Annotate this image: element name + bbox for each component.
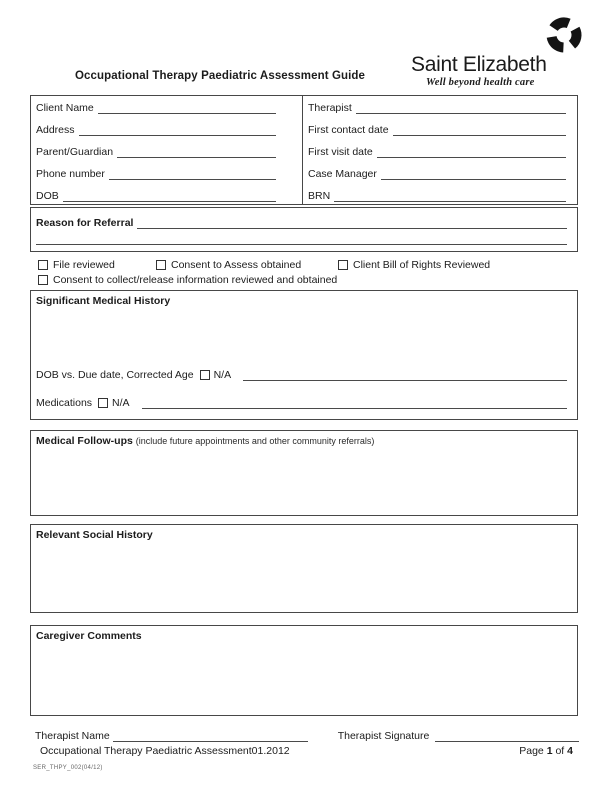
signature-row bbox=[35, 725, 579, 742]
address-input-line[interactable] bbox=[79, 133, 276, 136]
checkbox-icon[interactable] bbox=[338, 260, 348, 270]
field-row-medications bbox=[36, 397, 567, 409]
field-row-client-name bbox=[31, 96, 302, 118]
field-row-phone-number bbox=[31, 162, 302, 184]
significant-medical-history-box bbox=[30, 290, 578, 420]
section-subtitle: (include future appointments and other community referrals) bbox=[135, 436, 375, 446]
field-row-corrected-age bbox=[36, 369, 567, 381]
checkbox-consent-to-assess[interactable] bbox=[156, 259, 301, 271]
caregiver-comments-box[interactable] bbox=[30, 625, 578, 716]
na-label: N/A bbox=[213, 369, 232, 381]
of-word: of bbox=[555, 745, 565, 757]
first-contact-date-input-line[interactable] bbox=[393, 133, 566, 136]
client-info-left-column bbox=[31, 96, 302, 204]
checkbox-icon[interactable] bbox=[38, 260, 48, 270]
footer-doc-title: Occupational Therapy Paediatric Assessment01.2012 bbox=[40, 745, 290, 757]
field-label: DOB bbox=[36, 190, 59, 202]
na-checkbox-icon[interactable] bbox=[98, 398, 108, 408]
therapist-signature-label: Therapist Signature bbox=[337, 730, 430, 742]
reason-for-referral-input-line[interactable] bbox=[137, 226, 567, 229]
client-info-box bbox=[30, 95, 578, 205]
na-checkbox-icon[interactable] bbox=[200, 370, 210, 380]
case-manager-input-line[interactable] bbox=[381, 177, 566, 180]
phone-number-input-line[interactable] bbox=[109, 177, 276, 180]
reason-for-referral-row bbox=[31, 208, 577, 229]
section-title: Relevant Social History bbox=[36, 529, 153, 541]
checkbox-label: Consent to Assess obtained bbox=[171, 259, 302, 271]
brand-tagline: Well beyond health care bbox=[426, 77, 535, 88]
client-info-right-column bbox=[302, 96, 577, 204]
page-total: 4 bbox=[567, 745, 573, 757]
section-title-text: Medical Follow-ups bbox=[36, 435, 133, 447]
section-title bbox=[31, 431, 577, 447]
corrected-age-input-line[interactable] bbox=[243, 378, 567, 381]
field-label: Case Manager bbox=[308, 168, 377, 180]
first-visit-date-input-line[interactable] bbox=[377, 155, 566, 158]
field-label: Address bbox=[36, 124, 75, 136]
reason-for-referral-box bbox=[30, 207, 578, 252]
relevant-social-history-box[interactable] bbox=[30, 524, 578, 613]
medications-input-line[interactable] bbox=[142, 406, 567, 409]
page-title: Occupational Therapy Paediatric Assessment Guide bbox=[75, 70, 366, 82]
parent-guardian-input-line[interactable] bbox=[117, 155, 276, 158]
saint-elizabeth-logo-icon bbox=[544, 14, 584, 61]
field-label: Medications bbox=[36, 397, 93, 409]
field-row-dob bbox=[31, 184, 302, 206]
field-row-first-visit-date bbox=[303, 140, 577, 162]
field-row-parent-guardian bbox=[31, 140, 302, 162]
therapist-input-line[interactable] bbox=[356, 111, 566, 114]
field-label: First visit date bbox=[308, 146, 373, 158]
page-footer bbox=[40, 745, 573, 757]
page-word: Page bbox=[519, 745, 544, 757]
field-label: Phone number bbox=[36, 168, 105, 180]
form-code: SER_THPY_002(04/12) bbox=[33, 765, 103, 771]
field-row-address bbox=[31, 118, 302, 140]
checkbox-label: Consent to collect/release information reviewed and obtained bbox=[53, 274, 338, 286]
page-number: 1 bbox=[546, 745, 553, 757]
checkbox-client-bill-of-rights[interactable] bbox=[338, 259, 490, 271]
na-label: N/A bbox=[112, 397, 130, 409]
field-label: Parent/Guardian bbox=[36, 146, 114, 158]
checkbox-consent-collect-release[interactable] bbox=[38, 274, 337, 286]
checkbox-icon[interactable] bbox=[38, 275, 48, 285]
checkbox-label: Client Bill of Rights Reviewed bbox=[353, 259, 491, 271]
field-label: Client Name bbox=[36, 102, 94, 114]
field-row-first-contact-date bbox=[303, 118, 577, 140]
therapist-name-label: Therapist Name bbox=[35, 730, 110, 742]
therapist-name-signature-line[interactable] bbox=[113, 739, 308, 742]
client-name-input-line[interactable] bbox=[98, 111, 276, 114]
field-label: First contact date bbox=[308, 124, 389, 136]
footer-page-indicator bbox=[519, 745, 573, 757]
therapist-signature-line[interactable] bbox=[435, 739, 579, 742]
dob-input-line[interactable] bbox=[63, 199, 276, 202]
brn-input-line[interactable] bbox=[334, 199, 566, 202]
reason-for-referral-label: Reason for Referral bbox=[36, 217, 134, 229]
checkbox-label: File reviewed bbox=[53, 259, 115, 271]
field-label: DOB vs. Due date, Corrected Age bbox=[36, 369, 194, 381]
field-label: BRN bbox=[308, 190, 331, 202]
section-title: Significant Medical History bbox=[36, 295, 171, 307]
reason-for-referral-input-line-2[interactable] bbox=[36, 244, 567, 245]
field-row-case-manager bbox=[303, 162, 577, 184]
section-title: Caregiver Comments bbox=[36, 630, 142, 642]
brand-name: Saint Elizabeth bbox=[411, 53, 547, 76]
field-row-therapist bbox=[303, 96, 577, 118]
checkbox-file-reviewed[interactable] bbox=[38, 259, 115, 271]
medical-followups-box[interactable] bbox=[30, 430, 578, 516]
field-row-brn bbox=[303, 184, 577, 206]
checkbox-icon[interactable] bbox=[156, 260, 166, 270]
field-label: Therapist bbox=[308, 102, 352, 114]
